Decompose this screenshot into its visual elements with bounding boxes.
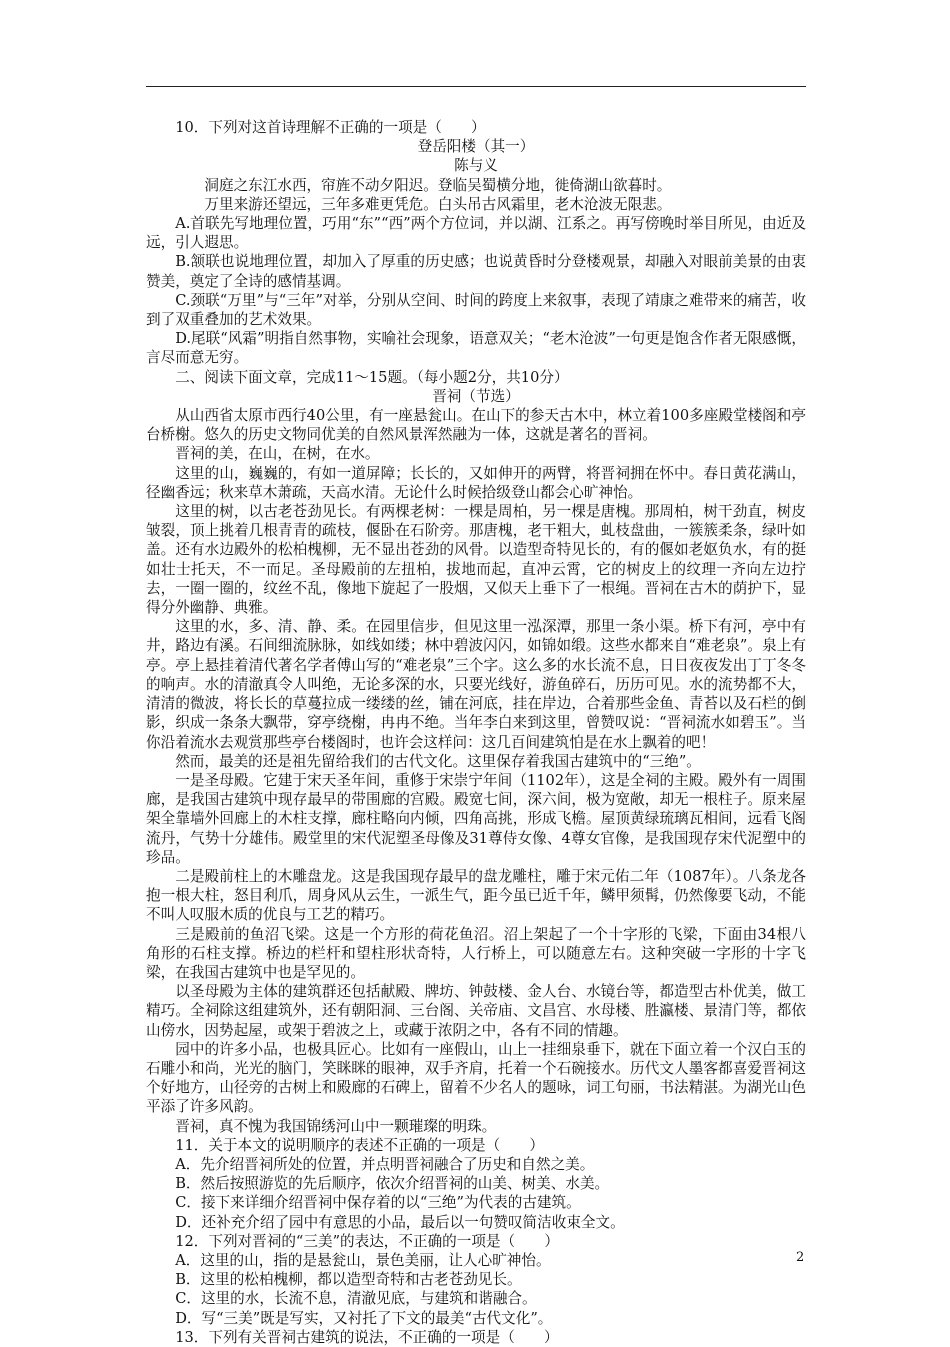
article-paragraph: 这里的水，多、清、静、柔。在园里信步，但见这里一泓深潭，那里一条小渠。桥下有河，亭中有井，路边有溪。石间细流脉脉，如线如缕；林中碧波闪闪，如锦如缎。这些水都来自“难老泉”。泉上有亭。亭上悬挂着清代著名学者傅山写的“难老泉”三个字。这么多的水长流不息，日日夜夜发出丁丁冬冬的响声。水的清澈真令人叫绝，无论多深的水，只要光线好，游鱼碎石，历历可见。水的流势都不大，清清的微波，将长长的草蔓拉成一缕缕的丝，铺在河底，挂在岸边，合着那些金鱼、青苔以及石栏的倒影，织成一条条大飘带，穿亭绕榭，冉冉不绝。当年李白来到这里，曾赞叹说：“晋祠流水如碧玉”。当你沿着流水去观赏那些亭台楼阁时，也许会这样问：这几百间建筑怕是在水上飘着的吧！ bbox=[146, 618, 806, 751]
question-12-option-b: B．这里的松柏槐柳，都以造型奇特和古老苍劲见长。 bbox=[175, 1271, 522, 1289]
poem-line: 洞庭之东江水西，帘旌不动夕阳迟。登临吴蜀横分地，徙倚湖山欲暮时。 bbox=[204, 176, 672, 194]
question-10-stem: 10．下列对这首诗理解不正确的一项是（ ） bbox=[175, 119, 486, 136]
article-title: 晋祠（节选） bbox=[432, 387, 520, 405]
article-paragraph: 一是圣母殿。它建于宋天圣年间，重修于宋崇宁年间（1102年），这是全祠的主殿。殿外有一周围廊，是我国古建筑中现存最早的带围廊的宫殿。殿宽七间，深六间，极为宽敞，却无一根柱子。原来屋架全靠墙外回廊上的木柱支撑，廊柱略向内倾，四角高挑，形成飞檐。屋顶黄绿琉璃瓦相间，远看飞阁流丹，气势十分雄伟。殿堂里的宋代泥塑圣母像及31尊侍女像、4尊女官像，是我国现存宋代泥塑中的珍品。 bbox=[146, 771, 806, 866]
article-paragraph: 园中的许多小品，也极具匠心。比如有一座假山，山上一挂细泉垂下，就在下面立着一个汉白玉的石雕小和尚，光光的脑门，笑眯眯的眼神，双手齐肩，托着一个石碗接水。历代文人墨客都喜爱晋祠这个好地方，山径旁的古树上和殿廊的石碑上，留着不少名人的题咏，词工句丽，书法精湛。为湖光山色平添了许多风韵。 bbox=[146, 1040, 806, 1116]
section-2-heading: 二、阅读下面文章，完成11～15题。（每小题2分，共10分） bbox=[175, 368, 569, 386]
poem-line: 万里来游还望远，三年多难更凭危。白头吊古风霜里，老木沧波无限悲。 bbox=[204, 195, 672, 213]
poem-title: 登岳阳楼（其一） bbox=[417, 138, 535, 156]
question-10-option-a: A.首联先写地理位置，巧用“东”“西”两个方位词，并以湖、江系之。再写傍晚时举目所见，由近及远，引人遐思。 bbox=[146, 215, 806, 252]
question-12-option-a: A．这里的山，指的是悬瓮山，景色美丽，让人心旷神怡。 bbox=[175, 1251, 551, 1269]
header-rule bbox=[146, 86, 806, 87]
article-paragraph: 晋祠的美，在山，在树，在水。 bbox=[175, 445, 380, 463]
question-12-stem: 12．下列对晋祠的“三美”的表达，不正确的一项是（ ） bbox=[175, 1232, 559, 1250]
question-10-option-c: C.颈联“万里”与“三年”对举，分别从空间、时间的跨度上来叙事，表现了靖康之难带来的痛苦，收到了双重叠加的艺术效果。 bbox=[146, 291, 806, 329]
page-content bbox=[146, 118, 806, 1347]
article-paragraph: 二是殿前柱上的木雕盘龙。这是我国现存最早的盘龙雕柱，雕于宋元佑二年（1087年）。八条龙各抱一根大柱，怒目利爪，周身风从云生，一派生气，距今虽已近千年，鳞甲须髯，仍然像要飞动，不能不叫人叹服木质的优良与工艺的精巧。 bbox=[146, 867, 806, 924]
question-10-option-d: D.尾联“风霜”明指自然事物，实喻社会现象，语意双关；“老木沧波”一句更是饱含作者无限感慨，言尽而意无穷。 bbox=[146, 330, 806, 367]
question-11-stem: 11．关于本文的说明顺序的表述不正确的一项是（ ） bbox=[175, 1136, 545, 1154]
question-12-option-d: D．写“三美”既是写实，又衬托了下文的最美“古代文化”。 bbox=[175, 1309, 553, 1327]
question-10-option-b: B.颔联也说地理位置，却加入了厚重的历史感；也说黄昏时分登楼观景，却融入对眼前美景的由衷赞美，奠定了全诗的感情基调。 bbox=[146, 253, 806, 290]
page-number: 2 bbox=[796, 1250, 805, 1265]
question-11-option-c: C．接下来详细介绍晋祠中保存着的以“三绝”为代表的古建筑。 bbox=[175, 1194, 581, 1212]
question-11-option-d: D．还补充介绍了园中有意思的小品，最后以一句赞叹简洁收束全文。 bbox=[175, 1213, 625, 1231]
question-13-stem: 13．下列有关晋祠古建筑的说法，不正确的一项是（ ） bbox=[175, 1328, 559, 1346]
article-paragraph: 从山西省太原市西行40公里，有一座悬瓮山。在山下的参天古木中，林立着100多座殿堂楼阁和亭台桥榭。悠久的历史文物同优美的自然风景浑然融为一体，这就是著名的晋祠。 bbox=[146, 407, 806, 444]
article-paragraph: 这里的山，巍巍的，有如一道屏障；长长的，又如伸开的两臂，将晋祠拥在怀中。春日黄花满山，径幽香远；秋来草木萧疏，天高水清。无论什么时候拾级登山都会心旷神怡。 bbox=[146, 464, 806, 501]
question-11-option-b: B．然后按照游览的先后顺序，依次介绍晋祠的山美、树美、水美。 bbox=[175, 1175, 610, 1193]
article-paragraph: 晋祠，真不愧为我国锦绣河山中一颗璀璨的明珠。 bbox=[175, 1117, 497, 1135]
article-paragraph: 以圣母殿为主体的建筑群还包括献殿、牌坊、钟鼓楼、金人台、水镜台等，都造型古朴优美，做工精巧。全祠除这组建筑外，还有朝阳洞、三台阁、关帝庙、文昌宫、水母楼、胜瀛楼、景清门等，都依山傍水，因势起屋，或架于碧波之上，或藏于浓阴之中，各有不同的情趣。 bbox=[146, 983, 806, 1039]
article-paragraph: 三是殿前的鱼沼飞梁。这是一个方形的荷花鱼沼。沼上架起了一个十字形的飞梁，下面由34根八角形的石柱支撑。桥边的栏杆和望柱形状奇特，人行桥上，可以随意左右。这种突破一字形的十字飞梁，在我国古建筑中也是罕见的。 bbox=[146, 925, 806, 981]
article-paragraph: 这里的树，以古老苍劲见长。有两棵老树：一棵是周柏，另一棵是唐槐。那周柏，树干劲直，树皮皱裂，顶上挑着几根青青的疏枝，偃卧在石阶旁。那唐槐，老干粗大，虬枝盘曲，一簇簇柔条，绿叶如盖。还有水边殿外的松柏槐柳，无不显出苍劲的风骨。以造型奇特见长的，有的偃如老妪负水，有的挺如壮士托天，不一而足。圣母殿前的左扭柏，拔地而起，直冲云霄，它的树皮上的纹理一齐向左边拧去，一圈一圈的，纹丝不乱，像地下旋起了一股烟，又似天上垂下了一根绳。晋祠在古木的荫护下，显得分外幽静、典雅。 bbox=[146, 503, 806, 617]
poem-author: 陈与义 bbox=[454, 157, 498, 175]
question-12-option-c: C．这里的水，长流不息，清澈见底，与建筑和谐融合。 bbox=[175, 1290, 537, 1308]
question-11-option-a: A．先介绍晋祠所处的位置，并点明晋祠融合了历史和自然之美。 bbox=[175, 1155, 595, 1173]
article-paragraph: 然而，最美的还是祖先留给我们的古代文化。这里保存着我国古建筑中的“三绝”。 bbox=[175, 752, 701, 770]
